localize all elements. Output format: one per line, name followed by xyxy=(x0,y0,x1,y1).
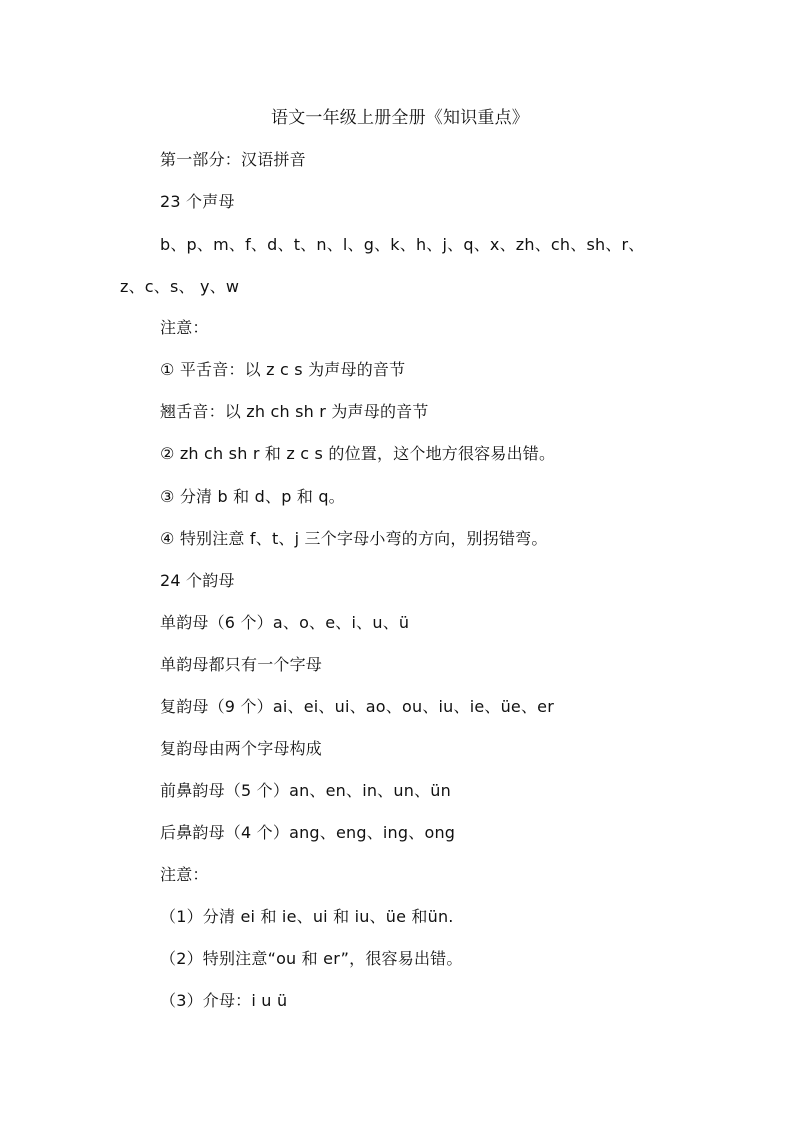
note2-item-3: （3）介母：i u ü xyxy=(160,991,288,1010)
note-label-2: 注意： xyxy=(160,865,209,884)
heading-initials: 23 个声母 xyxy=(160,192,235,211)
document-title: 语文一年级上册全册《知识重点》 xyxy=(271,108,529,128)
front-nasal-finals: 前鼻韵母（5 个）an、en、in、un、ün xyxy=(160,781,451,800)
single-finals-note: 单韵母都只有一个字母 xyxy=(160,655,323,674)
back-nasal-finals: 后鼻韵母（4 个）ang、eng、ing、ong xyxy=(160,823,456,842)
single-finals: 单韵母（6 个）a、o、e、i、u、ü xyxy=(160,613,410,632)
compound-finals: 复韵母（9 个）ai、ei、ui、ao、ou、iu、ie、üe、er xyxy=(160,697,554,716)
section-heading-pinyin: 第一部分：汉语拼音 xyxy=(160,150,306,169)
note-item-1b: 翘舌音：以 zh ch sh r 为声母的音节 xyxy=(160,402,429,421)
note2-item-1: （1）分清 ei 和 ie、ui 和 iu、üe 和ün. xyxy=(160,907,454,926)
note-item-2: ② zh ch sh r 和 z c s 的位置，这个地方很容易出错。 xyxy=(160,444,556,463)
initials-list-line-2: z、c、s、 y、w xyxy=(120,277,240,296)
note-item-4: ④ 特别注意 f、t、j 三个字母小弯的方向，别拐错弯。 xyxy=(160,529,548,548)
note-item-1: ① 平舌音：以 z c s 为声母的音节 xyxy=(160,360,406,379)
note-item-3: ③ 分清 b 和 d、p 和 q。 xyxy=(160,487,345,506)
heading-finals: 24 个韵母 xyxy=(160,571,235,590)
note2-item-2: （2）特别注意“ou 和 er”，很容易出错。 xyxy=(160,949,463,968)
compound-finals-note: 复韵母由两个字母构成 xyxy=(160,739,323,758)
initials-list-line-1: b、p、m、f、d、t、n、l、g、k、h、j、q、x、zh、ch、sh、r、 xyxy=(160,235,645,254)
note-label: 注意： xyxy=(160,318,209,337)
